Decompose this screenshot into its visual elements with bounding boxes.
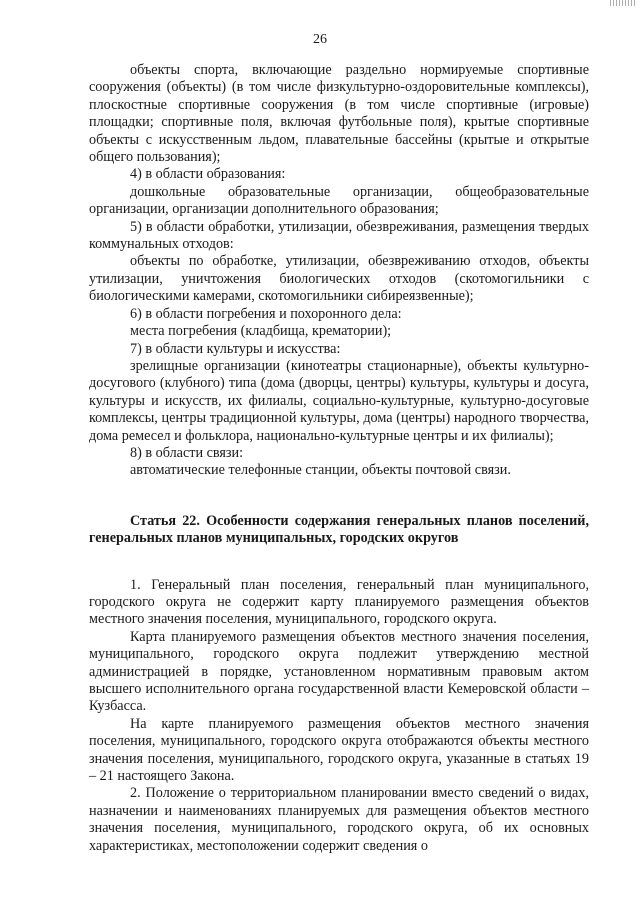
paragraph: объекты по обработке, утилизации, обезвреживанию отходов, объекты утилизации, уничтожения биологических отходов (скотомогильники с биологическими камерами, скотомогильники сибиреязвенные); [89,253,589,305]
paragraph: автоматические телефонные станции, объекты почтовой связи. [130,462,511,479]
paragraph: 8) в области связи: [130,444,244,461]
page-number: 26 [313,32,327,47]
paragraph: 5) в области обработки, утилизации, обезвреживания, размещения твердых коммунальных отходов: [89,218,589,253]
paragraph: зрелищные организации (кинотеатры стационарные), объекты культурно-досугового (клубного) типа (дома (дворцы, центры) культуры, культуры и досуга, культуры и искусств, их филиалы, социально-культурные, культурно-досуговые комплексы, центры традиционной культуры, дома (центры) народного творчества, дома ремесел и фольклора, национально-культурные центры и их филиалы); [89,357,589,444]
paragraph: 4) в области образования: [130,166,286,183]
article-paragraph: Карта планируемого размещения объектов местного значения поселения, муниципального, городского округа подлежит утверждению местной администрацией в порядке, установленном нормативным правовым актом высшего исполнительного органа государственной власти Кемеровской области – Кузбасса. [89,628,589,715]
paragraph: места погребения (кладбища, крематории); [130,323,392,340]
article-title: Статья 22. Особенности содержания генеральных планов поселений, генеральных планов муниципальных, городских округов [89,512,589,547]
paragraph: 7) в области культуры и искусства: [130,340,341,357]
article-paragraph: 1. Генеральный план поселения, генеральный план муниципального, городского округа не содержит карту планируемого размещения объектов местного значения поселения, муниципального, городского округа. [89,576,589,628]
paragraph: объекты спорта, включающие раздельно нормируемые спортивные сооружения (объекты) (в том числе физкультурно-оздоровительные комплексы), плоскостные спортивные сооружения (в том числе спортивные (игровые) площадки; спортивные поля, включая футбольные поля), крытые спортивные объекты с искусственным льдом, плавательные бассейны (крытые и открытые общего пользования); [89,62,589,166]
paragraph: дошкольные образовательные организации, общеобразовательные организации, организации дополнительного образования; [89,183,589,218]
paragraph: 6) в области погребения и похоронного дела: [130,305,402,322]
article-paragraph: На карте планируемого размещения объектов местного значения поселения, муниципального, городского округа отображаются объекты местного значения поселения, муниципального, городского округа, указанные в статьях 19 – 21 настоящего Закона. [89,715,589,785]
article-paragraph: 2. Положение о территориальном планировании вместо сведений о видах, назначении и наименованиях планируемых для размещения объектов местного значения поселения, муниципального, городского округа, об их основных характеристиках, местоположении содержит сведения о [89,785,589,854]
document-body [89,62,589,855]
scan-corner-mark [610,0,636,6]
